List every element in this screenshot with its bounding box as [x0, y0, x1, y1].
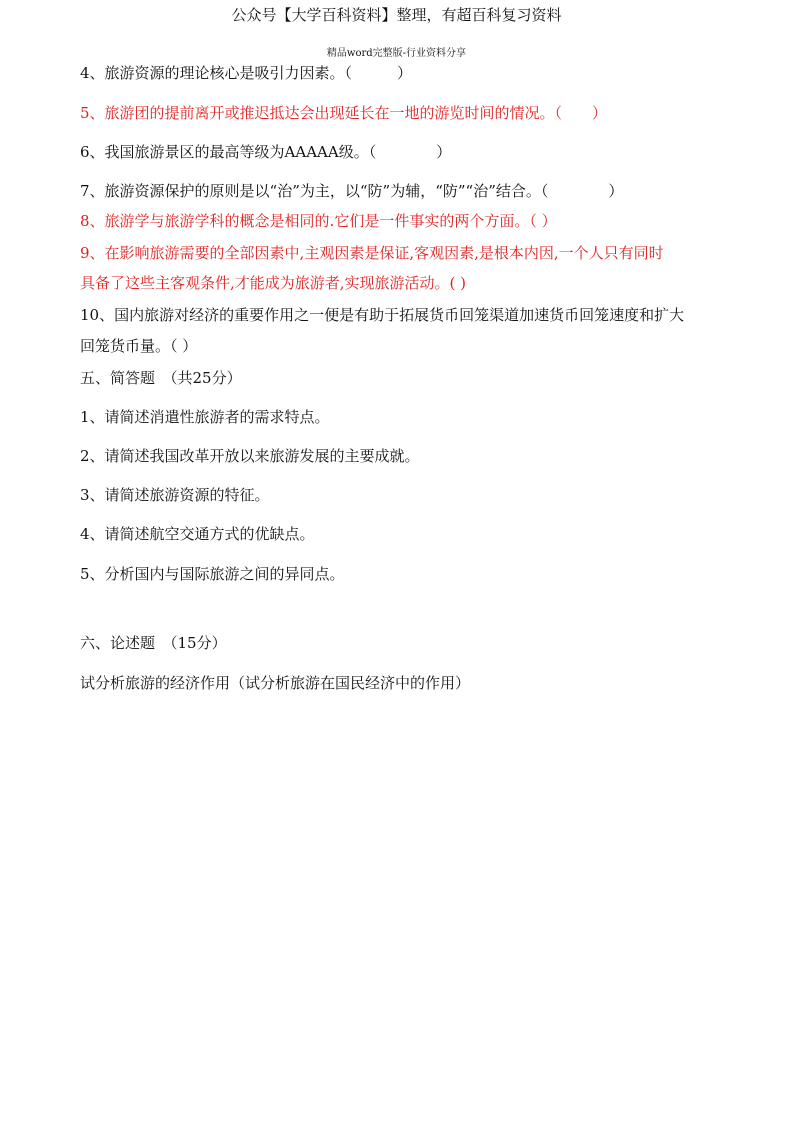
question-4: 4、旅游资源的理论核心是吸引力因素。（ ）	[80, 64, 413, 82]
essay-heading: 六、论述题 （15分）	[80, 634, 227, 652]
question-8: 8、旅游学与旅游学科的概念是相同的.它们是一件事实的两个方面。（ ）	[80, 212, 557, 230]
short-answer-item: 3、请简述旅游资源的特征。	[80, 486, 270, 504]
question-9-line-1: 9、在影响旅游需要的全部因素中,主观因素是保证,客观因素,是根本内因,一个人只有同时	[80, 244, 664, 262]
question-6: 6、我国旅游景区的最高等级为AAAAA级。（ ）	[80, 143, 452, 161]
short-answer-item: 5、分析国内与国际旅游之间的异同点。	[80, 565, 345, 583]
page-header-banner: 公众号【大学百科资料】整理，有超百科复习资料	[231, 6, 562, 24]
question-5: 5、旅游团的提前离开或推迟抵达会出现延长在一地的游览时间的情况。（ ）	[80, 104, 608, 122]
page-sub-banner: 精品word完整版-行业资料分享	[326, 48, 467, 59]
question-10-line-2: 回笼货币量。（ ）	[80, 337, 198, 355]
short-answer-item: 4、请简述航空交通方式的优缺点。	[80, 525, 315, 543]
short-answer-item: 2、请简述我国改革开放以来旅游发展的主要成就。	[80, 447, 420, 465]
short-answer-item: 1、请简述消遣性旅游者的需求特点。	[80, 408, 330, 426]
short-answer-heading: 五、简答题 （共25分）	[80, 369, 242, 387]
question-10-line-1: 10、国内旅游对经济的重要作用之一便是有助于拓展货币回笼渠道加速货币回笼速度和扩大	[80, 306, 685, 324]
question-9-line-2: 具备了这些主客观条件,才能成为旅游者,实现旅游活动。( )	[80, 274, 467, 292]
question-7: 7、旅游资源保护的原则是以“治”为主，以“防”为辅，“防”“治”结合。（ ）	[80, 182, 624, 200]
essay-prompt: 试分析旅游的经济作用（试分析旅游在国民经济中的作用）	[80, 674, 471, 692]
